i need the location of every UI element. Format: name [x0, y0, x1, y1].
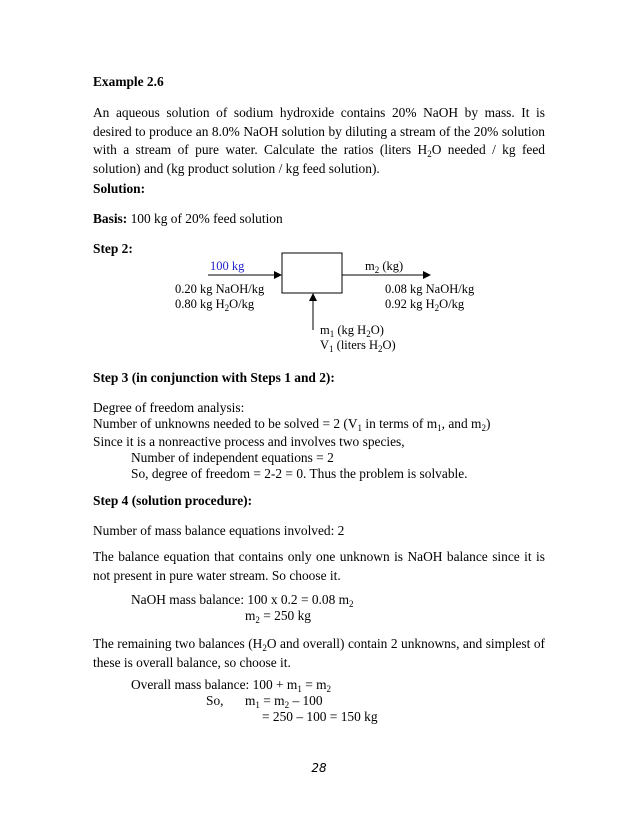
dof-unknowns-line: Number of unknowns needed to be solved = 2 ($V_1$ in terms of $m_1$, and $m_2$): [93, 416, 491, 433]
dof-heading: Degree of freedom analysis:: [93, 400, 245, 415]
overall-m1-result: = 250 – 100 = 150 kg: [262, 709, 378, 724]
dof-result-line: So, degree of freedom = 2-2 = 0. Thus the problem is solvable.: [131, 466, 468, 481]
problem-statement: An aqueous solution of sodium hydroxide contains 20% NaOH by mass. It is desired to produce an 8.0% NaOH solution by diluting a stream of the 20% solution with a stream of pure water. Calculate the ratios (liters $H_2O$ needed / kg feed solution) and (kg product solution / kg feed solution).: [93, 105, 545, 176]
mass-balance-count: Number of mass balance equations involved: 2: [93, 523, 345, 538]
overall-balance-equation: Overall mass balance: $100 + m_1 = m_2$: [131, 677, 332, 694]
step3-heading: Step 3 (in conjunction with Steps 1 and 2):: [93, 370, 335, 385]
basis-line: Basis: 100 kg of 20% feed solution: [93, 211, 283, 226]
product-h2o-label: 0.92 kg $H_2O/kg$: [385, 297, 465, 313]
solution-heading: Solution:: [93, 181, 146, 196]
naoh-balance-equation: NaOH mass balance: 100 x 0.2 = 0.08 $m_2$: [131, 592, 354, 609]
overall-so-label: So,: [206, 693, 224, 708]
example-title: Example 2.6: [93, 74, 164, 89]
step2-heading: Step 2:: [93, 241, 133, 256]
product-stream-label: $m_2$ (kg): [365, 259, 404, 275]
dof-equations-line: Number of independent equations = 2: [131, 450, 334, 465]
mixer-unit-box: [282, 253, 342, 293]
remaining-paragraph: The remaining two balances ($H_2O$ and overall) contain 2 unknowns, and simplest of these is overall balance, so choose it.: [93, 636, 546, 670]
feed-h2o-label: 0.80 kg $H_2O/kg$: [175, 297, 255, 313]
overall-m1-expression: $m_1 = m_2 - 100$: [245, 693, 323, 710]
water-volume-label: $V_1$ (liters $H_2O$): [320, 338, 396, 354]
page-number: 28: [311, 761, 327, 775]
step4-heading: Step 4 (solution procedure):: [93, 493, 253, 508]
feed-naoh-label: 0.20 kg NaOH/kg: [175, 282, 265, 296]
naoh-balance-result: $m_2 = 250$ kg: [245, 608, 311, 625]
feed-amount-label: 100 kg: [210, 259, 245, 273]
naoh-paragraph: The balance equation that contains only one unknown is NaOH balance since it is not present in pure water stream. So choose it.: [93, 549, 545, 583]
process-diagram: [0, 0, 638, 400]
product-naoh-label: 0.08 kg NaOH/kg: [385, 282, 475, 296]
dof-process-line: Since it is a nonreactive process and involves two species,: [93, 434, 405, 449]
water-mass-label: $m_1$ (kg $H_2O$): [320, 323, 384, 339]
